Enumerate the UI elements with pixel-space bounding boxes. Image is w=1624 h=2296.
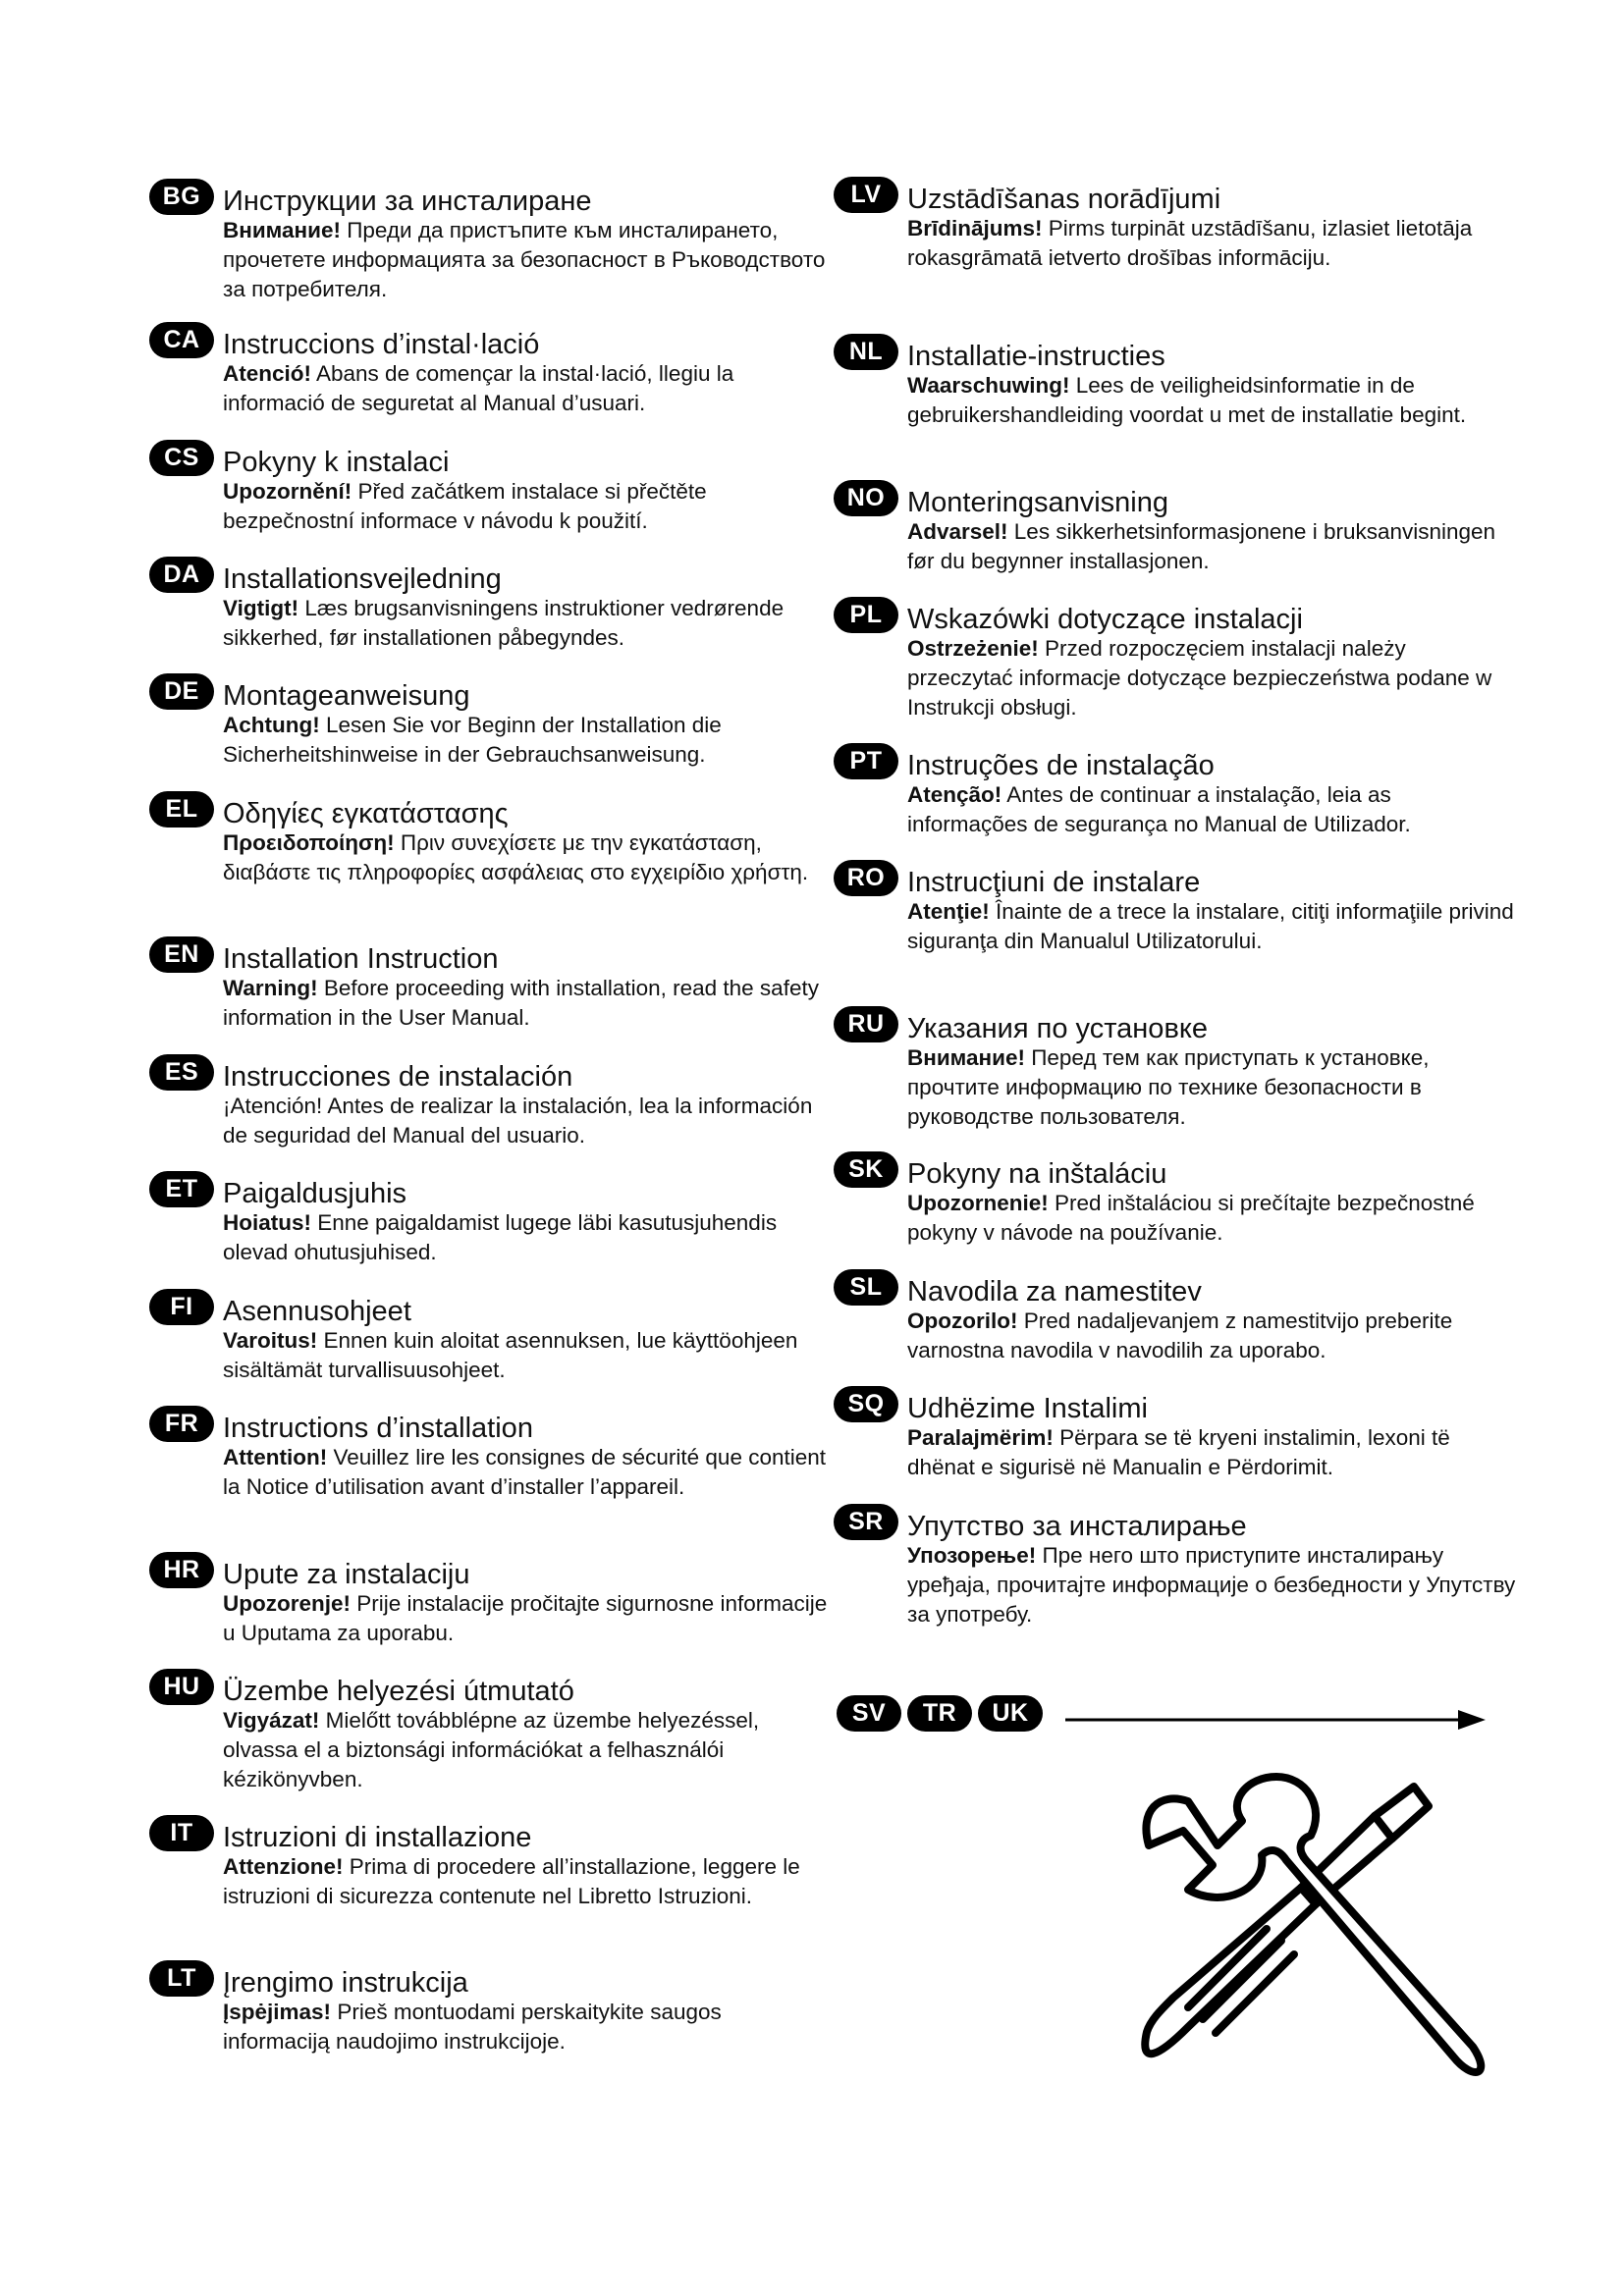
warning-label: Varoitus! [223, 1328, 318, 1353]
language-badge-cs: CS [149, 440, 214, 476]
warning-text: Prima di procedere all’installazione, leggere le istruzioni di sicurezza contenute nel Libretto Istruzioni. [223, 1854, 800, 1908]
warning-label: Opozorilo! [907, 1308, 1018, 1333]
language-badge-fr: FR [149, 1406, 214, 1442]
warning-text: Pred nadaljevanjem z namestitvijo preberite varnostna navodila v navodilih za uporabo. [907, 1308, 1453, 1362]
language-badge-de: DE [149, 673, 214, 710]
warning-text: Pred inštaláciou si prečítajte bezpečnostné pokyny v návode na používanie. [907, 1191, 1475, 1245]
warning-text: Before proceeding with installation, read the safety information in the User Manual. [223, 976, 819, 1030]
warning-text: Prije instalacije pročitajte sigurnosne informacije u Uputama za uporabu. [223, 1591, 828, 1645]
warning-label: Upozornenie! [907, 1191, 1049, 1215]
entry-title: Instruções de instalação [907, 750, 1215, 781]
warning-label: Внимание! [223, 218, 341, 242]
entry-title: Указания по установке [907, 1013, 1208, 1044]
warning-label: Προειδοποίηση! [223, 830, 395, 855]
warning-text: Les sikkerhetsinformasjonene i bruksanvisningen før du begynner installasjonen. [907, 519, 1496, 573]
entry-body [907, 371, 1516, 430]
warning-text: Ennen kuin aloitat asennuksen, lue käyttöohjeen sisältämät turvallisuusohjeet. [223, 1328, 798, 1382]
warning-text: Перед тем как приступать к установке, прочтите информацию по технике безопасности в руководстве пользователя. [907, 1045, 1430, 1129]
warning-text: Prieš montuodami perskaitykite saugos informaciją naudojimo instrukcijoje. [223, 2000, 722, 2054]
language-badge-pt: PT [834, 743, 898, 779]
entry-title: Monteringsanvisning [907, 487, 1168, 518]
entry-body [907, 1423, 1516, 1482]
entry-body [223, 1706, 832, 1794]
entry-body [223, 1208, 832, 1267]
entry-body [907, 780, 1516, 839]
language-badge-ca: CA [149, 322, 214, 358]
warning-text: Mielőtt továbblépne az üzembe helyezéssel, olvassa el a biztonsági információkat a felhasználói kézikönyvben. [223, 1708, 760, 1791]
entry-title: Pokyny na inštaláciu [907, 1158, 1167, 1190]
language-badge-sk: SK [834, 1151, 898, 1188]
language-badge-en: EN [149, 936, 214, 973]
language-badge-el: EL [149, 791, 214, 828]
entry-body [907, 634, 1516, 722]
language-badge-uk: UK [978, 1695, 1043, 1732]
warning-text: Pirms turpināt uzstādīšanu, izlasiet lietotāja rokasgrāmatā ietverto drošības informāciju. [907, 216, 1473, 270]
entry-title: Οδηγίες εγκατάστασης [223, 798, 509, 829]
language-badge-hu: HU [149, 1669, 214, 1705]
entry-body [907, 517, 1516, 576]
language-badge-es: ES [149, 1054, 214, 1091]
language-badge-tr: TR [907, 1695, 972, 1732]
entry-body [223, 216, 832, 304]
entry-body [223, 1589, 832, 1648]
warning-text: Lees de veiligheidsinformatie in de gebruikershandleiding voordat u met de installatie begint. [907, 373, 1467, 427]
entry-title: Инструкции за инсталиране [223, 186, 592, 217]
language-badge-ru: RU [834, 1006, 898, 1042]
entry-body [223, 359, 832, 418]
warning-label: Warning! [223, 976, 318, 1000]
language-badge-sr: SR [834, 1504, 898, 1540]
entry-body [907, 1043, 1516, 1132]
right-arrow-icon [1065, 1708, 1488, 1732]
entry-body [223, 1998, 832, 2056]
entry-title: Instructions d’installation [223, 1413, 533, 1444]
language-badge-nl: NL [834, 334, 898, 370]
language-badge-lv: LV [834, 177, 898, 213]
entry-body [223, 1852, 832, 1911]
warning-text: Enne paigaldamist lugege läbi kasutusjuhendis olevad ohutusjuhised. [223, 1210, 778, 1264]
entry-body [223, 828, 832, 887]
language-badge-et: ET [149, 1171, 214, 1207]
warning-label: Upozornění! [223, 479, 352, 504]
entry-title: Упутство за инсталирање [907, 1511, 1247, 1542]
language-badge-no: NO [834, 480, 898, 516]
warning-text: Пре него што приступите инсталирању уређаја, прочитајте информације о безбедности у Упутству за употребу. [907, 1543, 1516, 1627]
entry-body [223, 711, 832, 770]
entry-body [907, 1541, 1516, 1629]
entry-title: Montageanweisung [223, 680, 470, 712]
entry-title: Wskazówki dotyczące instalacji [907, 604, 1303, 635]
entry-body [223, 477, 832, 536]
extra-language-badges [837, 1695, 1049, 1735]
entry-title: Asennusohjeet [223, 1296, 411, 1327]
entry-title: Instrucciones de instalación [223, 1061, 573, 1093]
warning-text: Antes de continuar a instalação, leia as informações de segurança no Manual de Utilizador. [907, 782, 1411, 836]
warning-text: ¡Atención! Antes de realizar la instalación, lea la información de seguridad del Manual del usuario. [223, 1094, 813, 1148]
entry-body [223, 974, 832, 1033]
entry-body [223, 1092, 832, 1150]
warning-label: Vigyázat! [223, 1708, 320, 1733]
warning-label: Внимание! [907, 1045, 1025, 1070]
warning-text: Lesen Sie vor Beginn der Installation die Sicherheitshinweise in der Gebrauchsanweisung. [223, 713, 722, 767]
warning-label: Waarschuwing! [907, 373, 1070, 398]
warning-text: Před začátkem instalace si přečtěte bezpečnostní informace v návodu k použití. [223, 479, 707, 533]
entry-title: Installation Instruction [223, 943, 499, 975]
entry-title: Instrucţiuni de instalare [907, 867, 1201, 898]
entry-title: Pokyny k instalaci [223, 447, 450, 478]
warning-label: Hoiatus! [223, 1210, 311, 1235]
entry-title: Navodila za namestitev [907, 1276, 1202, 1308]
entry-title: Instruccions d’instal·lació [223, 329, 540, 360]
warning-text: Înainte de a trece la instalare, citiţi informaţiile privind siguranţa din Manualul Utilizatorului. [907, 899, 1514, 953]
warning-label: Atenção! [907, 782, 1002, 807]
entry-body [223, 1443, 832, 1502]
wrench-screwdriver-icon [1129, 1762, 1502, 2115]
entry-body [907, 1307, 1516, 1365]
warning-label: Attenzione! [223, 1854, 344, 1879]
language-badge-sv: SV [837, 1695, 901, 1732]
warning-label: Attention! [223, 1445, 328, 1469]
entry-title: Upute za instalaciju [223, 1559, 470, 1590]
language-badge-hr: HR [149, 1552, 214, 1588]
entry-body [907, 897, 1516, 956]
entry-title: Üzembe helyezési útmutató [223, 1676, 574, 1707]
entry-body [907, 214, 1516, 273]
language-badge-lt: LT [149, 1960, 214, 1997]
warning-text: Преди да пристъпите към инсталирането, прочетете информацията за безопасност в Ръководството за потребителя. [223, 218, 826, 301]
language-badge-sl: SL [834, 1269, 898, 1306]
warning-label: Achtung! [223, 713, 320, 737]
language-badge-bg: BG [149, 179, 214, 215]
language-badge-fi: FI [149, 1289, 214, 1325]
warning-text: Përpara se të kryeni instalimin, lexoni të dhënat e sigurisë në Manualin e Përdorimit. [907, 1425, 1450, 1479]
entry-title: Installatie-instructies [907, 341, 1165, 372]
entry-body [223, 594, 832, 653]
warning-label: Atenció! [223, 361, 311, 386]
warning-label: Brīdinājums! [907, 216, 1043, 240]
entry-title: Uzstādīšanas norādījumi [907, 184, 1221, 215]
warning-text: Læs brugsanvisningens instruktioner vedrørende sikkerhed, før installationen påbegyndes. [223, 596, 785, 650]
entry-body [907, 1189, 1516, 1248]
warning-label: Įspėjimas! [223, 2000, 332, 2024]
language-badge-it: IT [149, 1815, 214, 1851]
warning-text: Πριν συνεχίσετε με την εγκατάσταση, διαβάστε τις πληροφορίες ασφάλειας στο εγχειρίδιο χρήστη. [223, 830, 809, 884]
warning-label: Ostrzeżenie! [907, 636, 1039, 661]
entry-title: Udhëzime Instalimi [907, 1393, 1148, 1424]
entry-title: Installationsvejledning [223, 563, 502, 595]
language-badge-sq: SQ [834, 1386, 898, 1422]
warning-text: Abans de començar la instal·lació, llegiu la informació de seguretat al Manual d’usuari. [223, 361, 734, 415]
language-badge-da: DA [149, 557, 214, 593]
warning-label: Upozorenje! [223, 1591, 352, 1616]
entry-title: Istruzioni di installazione [223, 1822, 532, 1853]
entry-title: Įrengimo instrukcija [223, 1967, 468, 1999]
warning-text: Przed rozpoczęciem instalacji należy przeczytać informacje dotyczące bezpieczeństwa podane w Instrukcji obsługi. [907, 636, 1492, 720]
entry-body [223, 1326, 832, 1385]
warning-label: Vigtigt! [223, 596, 299, 620]
warning-label: Paralajmërim! [907, 1425, 1054, 1450]
entry-title: Paigaldusjuhis [223, 1178, 407, 1209]
warning-label: Advarsel! [907, 519, 1008, 544]
language-badge-ro: RO [834, 860, 898, 896]
warning-text: Veuillez lire les consignes de sécurité que contient la Notice d’utilisation avant d’installer l’appareil. [223, 1445, 827, 1499]
language-badge-pl: PL [834, 597, 898, 633]
warning-label: Atenţie! [907, 899, 990, 924]
warning-label: Упозорење! [907, 1543, 1037, 1568]
